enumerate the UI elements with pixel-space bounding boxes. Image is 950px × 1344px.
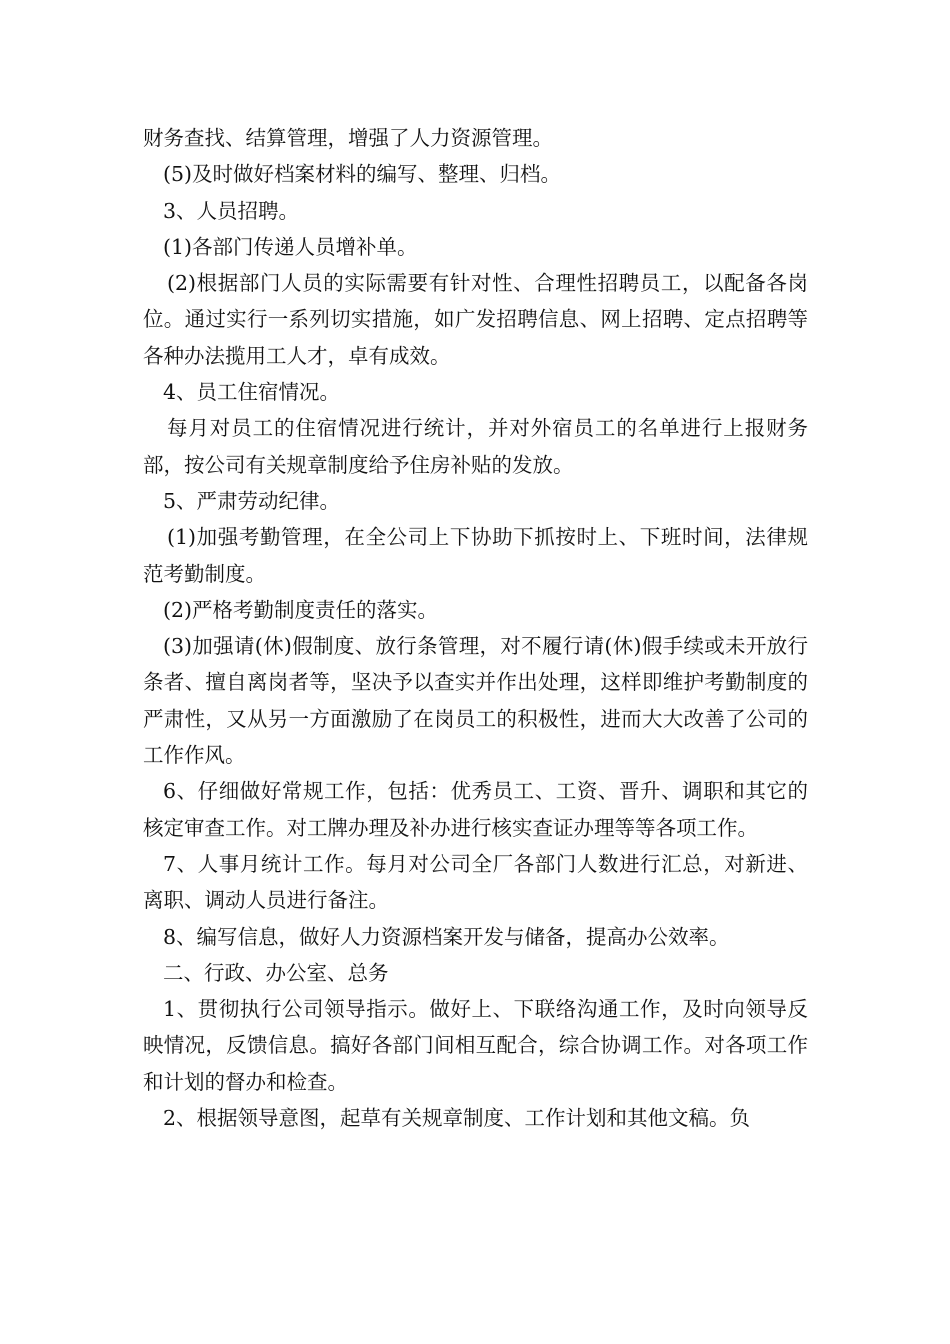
paragraph-attendance-responsibility: (2)严格考勤制度责任的落实。 <box>163 597 439 622</box>
paragraph-recruitment-measures: (2)根据部门人员的实际需要有针对性、合理性招聘员工，以配备各岗位。通过实行一系列切实措施，如广发招聘信息、网上招聘、定点招聘等各种办法揽用工人才，卓有成效。 <box>143 271 808 368</box>
paragraph-leadership-instructions: 1、贯彻执行公司领导指示。做好上、下联络沟通工作，及时向领导反映情况，反馈信息。搞好各部门间相互配合，综合协调工作。对各项工作和计划的督办和检查。 <box>143 997 808 1094</box>
paragraph-monthly-statistics: 7、人事月统计工作。每月对公司全厂各部门人数进行汇总，对新进、离职、调动人员进行备注。 <box>143 851 808 913</box>
paragraph-leave-management: (3)加强请(休)假制度、放行条管理，对不履行请(休)假手续或未开放行条者、擅自离岗者等，坚决予以查实并作出处理，这样即维护考勤制度的严肃性，又从另一方面激励了在岗员工的积极性，进而大大改善了公司的工作作风。 <box>143 634 808 768</box>
paragraph-finance-settlement: 财务查找、结算管理，增强了人力资源管理。 <box>143 126 553 150</box>
heading-labor-discipline: 5、严肃劳动纪律。 <box>163 488 341 513</box>
paragraph-staffing-request: (1)各部门传递人员增补单。 <box>163 234 418 259</box>
paragraph-hr-archives: 8、编写信息，做好人力资源档案开发与储备，提高办公效率。 <box>163 924 730 949</box>
heading-staff-accommodation: 4、员工住宿情况。 <box>163 380 341 405</box>
paragraph-archive-materials: (5)及时做好档案材料的编写、整理、归档。 <box>163 162 562 187</box>
paragraph-routine-work: 6、仔细做好常规工作，包括：优秀员工、工资、晋升、调职和其它的核定审查工作。对工牌办理及补办进行核实查证办理等等各项工作。 <box>143 779 808 840</box>
paragraph-attendance-management: (1)加强考勤管理，在全公司上下协助下抓按时上、下班时间，法律规范考勤制度。 <box>143 525 808 586</box>
paragraph-drafting-documents: 2、根据领导意图，起草有关规章制度、工作计划和其他文稿。负 <box>163 1106 751 1131</box>
document-body <box>143 120 808 1136</box>
paragraph-accommodation-statistics: 每月对员工的住宿情况进行统计，并对外宿员工的名单进行上报财务部，按公司有关规章制度给予住房补贴的发放。 <box>143 416 808 477</box>
heading-admin-office: 二、行政、办公室、总务 <box>163 960 389 985</box>
heading-recruitment: 3、人员招聘。 <box>163 198 300 223</box>
